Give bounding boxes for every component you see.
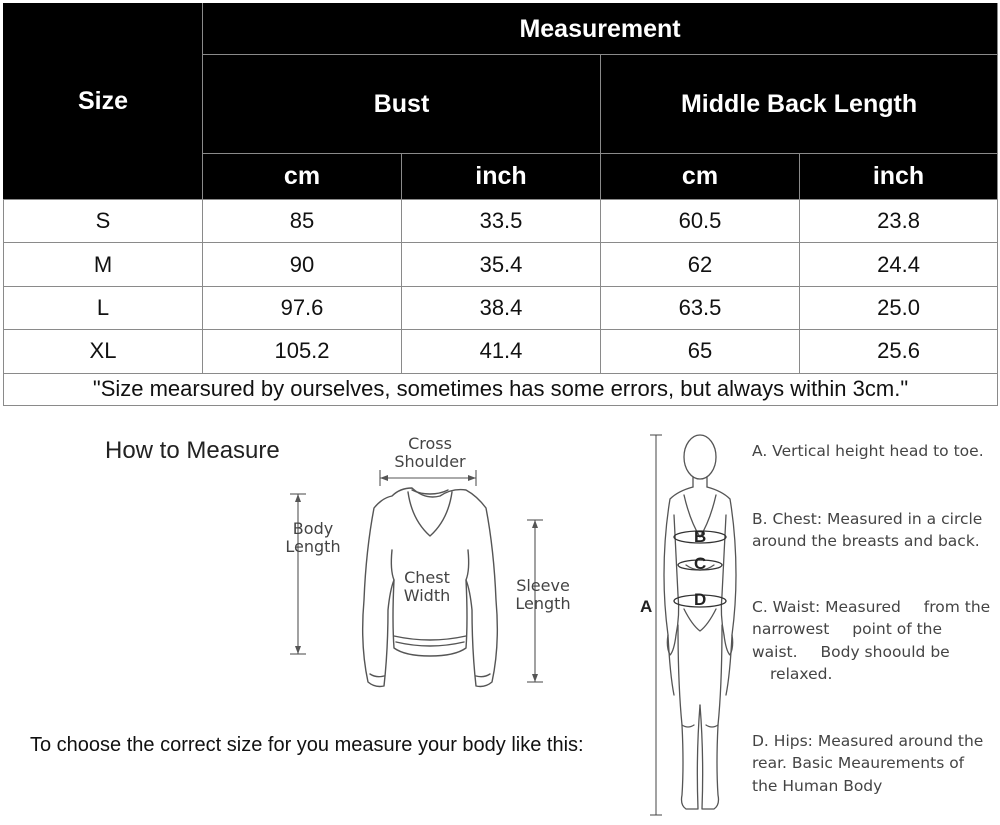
note-c-line2: from the narrowest xyxy=(752,598,991,639)
point-b-label: B xyxy=(694,527,707,546)
back-cm-cell: 60.5 xyxy=(601,200,800,243)
note-c-line1: C. Waist: Measured xyxy=(752,598,901,616)
bust-header: Bust xyxy=(203,55,601,154)
cross-shoulder-label-line1: Cross xyxy=(408,434,452,453)
point-a-label: A xyxy=(640,597,653,616)
body-length-label xyxy=(280,520,346,556)
back-inch-cell: 25.0 xyxy=(800,286,998,329)
note-b-line1: B. Chest: Measured in a xyxy=(752,510,937,528)
choose-size-instruction: To choose the correct size for you measure your body like this: xyxy=(30,734,584,756)
unit-header-bust-cm: cm xyxy=(203,154,402,200)
chest-width-label-line2: Width xyxy=(403,586,451,605)
table-row xyxy=(4,200,998,243)
cross-shoulder-label xyxy=(385,435,475,471)
measurement-disclaimer: "Size mearsured by ourselves, sometimes has some errors, but always within 3cm." xyxy=(4,373,998,405)
bust-cm-cell: 85 xyxy=(203,200,402,243)
how-to-measure-title: How to Measure xyxy=(105,437,280,464)
unit-header-back-inch: inch xyxy=(800,154,998,200)
back-inch-cell: 23.8 xyxy=(800,200,998,243)
table-row xyxy=(4,330,998,373)
size-cell: XL xyxy=(4,330,203,373)
note-c-line3: point of the waist. xyxy=(752,620,943,661)
note-d-line1: D. Hips: Measured xyxy=(752,732,894,750)
chest-width-label-line1: Chest xyxy=(404,568,450,587)
bust-inch-cell: 38.4 xyxy=(402,286,601,329)
back-inch-cell: 24.4 xyxy=(800,243,998,286)
back-cm-cell: 65 xyxy=(601,330,800,373)
size-cell: S xyxy=(4,200,203,243)
note-a xyxy=(752,440,992,462)
measurement-header: Measurement xyxy=(203,4,998,55)
table-row xyxy=(4,243,998,286)
note-a-line2: to toe. xyxy=(933,442,984,460)
point-c-label: C xyxy=(694,554,707,573)
note-c xyxy=(752,596,992,685)
point-d-label: D xyxy=(694,590,707,609)
note-c-line5: relaxed. xyxy=(770,664,833,683)
sleeve-length-label-line1: Sleeve xyxy=(516,576,570,595)
bust-inch-cell: 33.5 xyxy=(402,200,601,243)
garment-diagram xyxy=(280,430,580,700)
back-cm-cell: 63.5 xyxy=(601,286,800,329)
size-cell: L xyxy=(4,286,203,329)
human-body-illustration xyxy=(630,425,750,825)
table-note-row xyxy=(4,373,998,405)
note-d-line3: Basic Meaurements xyxy=(791,754,945,773)
note-b xyxy=(752,508,992,553)
back-inch-cell: 25.6 xyxy=(800,330,998,373)
cross-shoulder-label-line2: Shoulder xyxy=(394,452,466,471)
bust-cm-cell: 105.2 xyxy=(203,330,402,373)
size-chart-table xyxy=(3,3,998,406)
note-d xyxy=(752,730,992,797)
chest-width-label xyxy=(392,569,462,605)
table-row xyxy=(4,286,998,329)
body-length-label-line2: Length xyxy=(285,537,341,556)
sleeve-length-label-line2: Length xyxy=(515,594,571,613)
bust-cm-cell: 90 xyxy=(203,243,402,286)
middle-back-length-header: Middle Back Length xyxy=(601,55,998,154)
bust-inch-cell: 41.4 xyxy=(402,330,601,373)
note-d-line2: around the rear. xyxy=(752,732,984,773)
size-header: Size xyxy=(4,4,203,200)
bust-cm-cell: 97.6 xyxy=(203,286,402,329)
note-a-line1: A. Vertical height head xyxy=(752,442,929,460)
unit-header-back-cm: cm xyxy=(601,154,800,200)
sleeve-length-label xyxy=(508,577,578,613)
note-b-line3: breasts and back. xyxy=(841,532,980,551)
note-b-line2: circle around the xyxy=(752,510,983,551)
note-c-line4: Body shoould be xyxy=(820,642,950,661)
body-figure-diagram xyxy=(630,425,750,825)
body-length-label-line1: Body xyxy=(292,519,334,538)
bust-inch-cell: 35.4 xyxy=(402,243,601,286)
unit-header-bust-inch: inch xyxy=(402,154,601,200)
size-cell: M xyxy=(4,243,203,286)
note-d-line4: of the Human Body xyxy=(752,754,965,795)
back-cm-cell: 62 xyxy=(601,243,800,286)
